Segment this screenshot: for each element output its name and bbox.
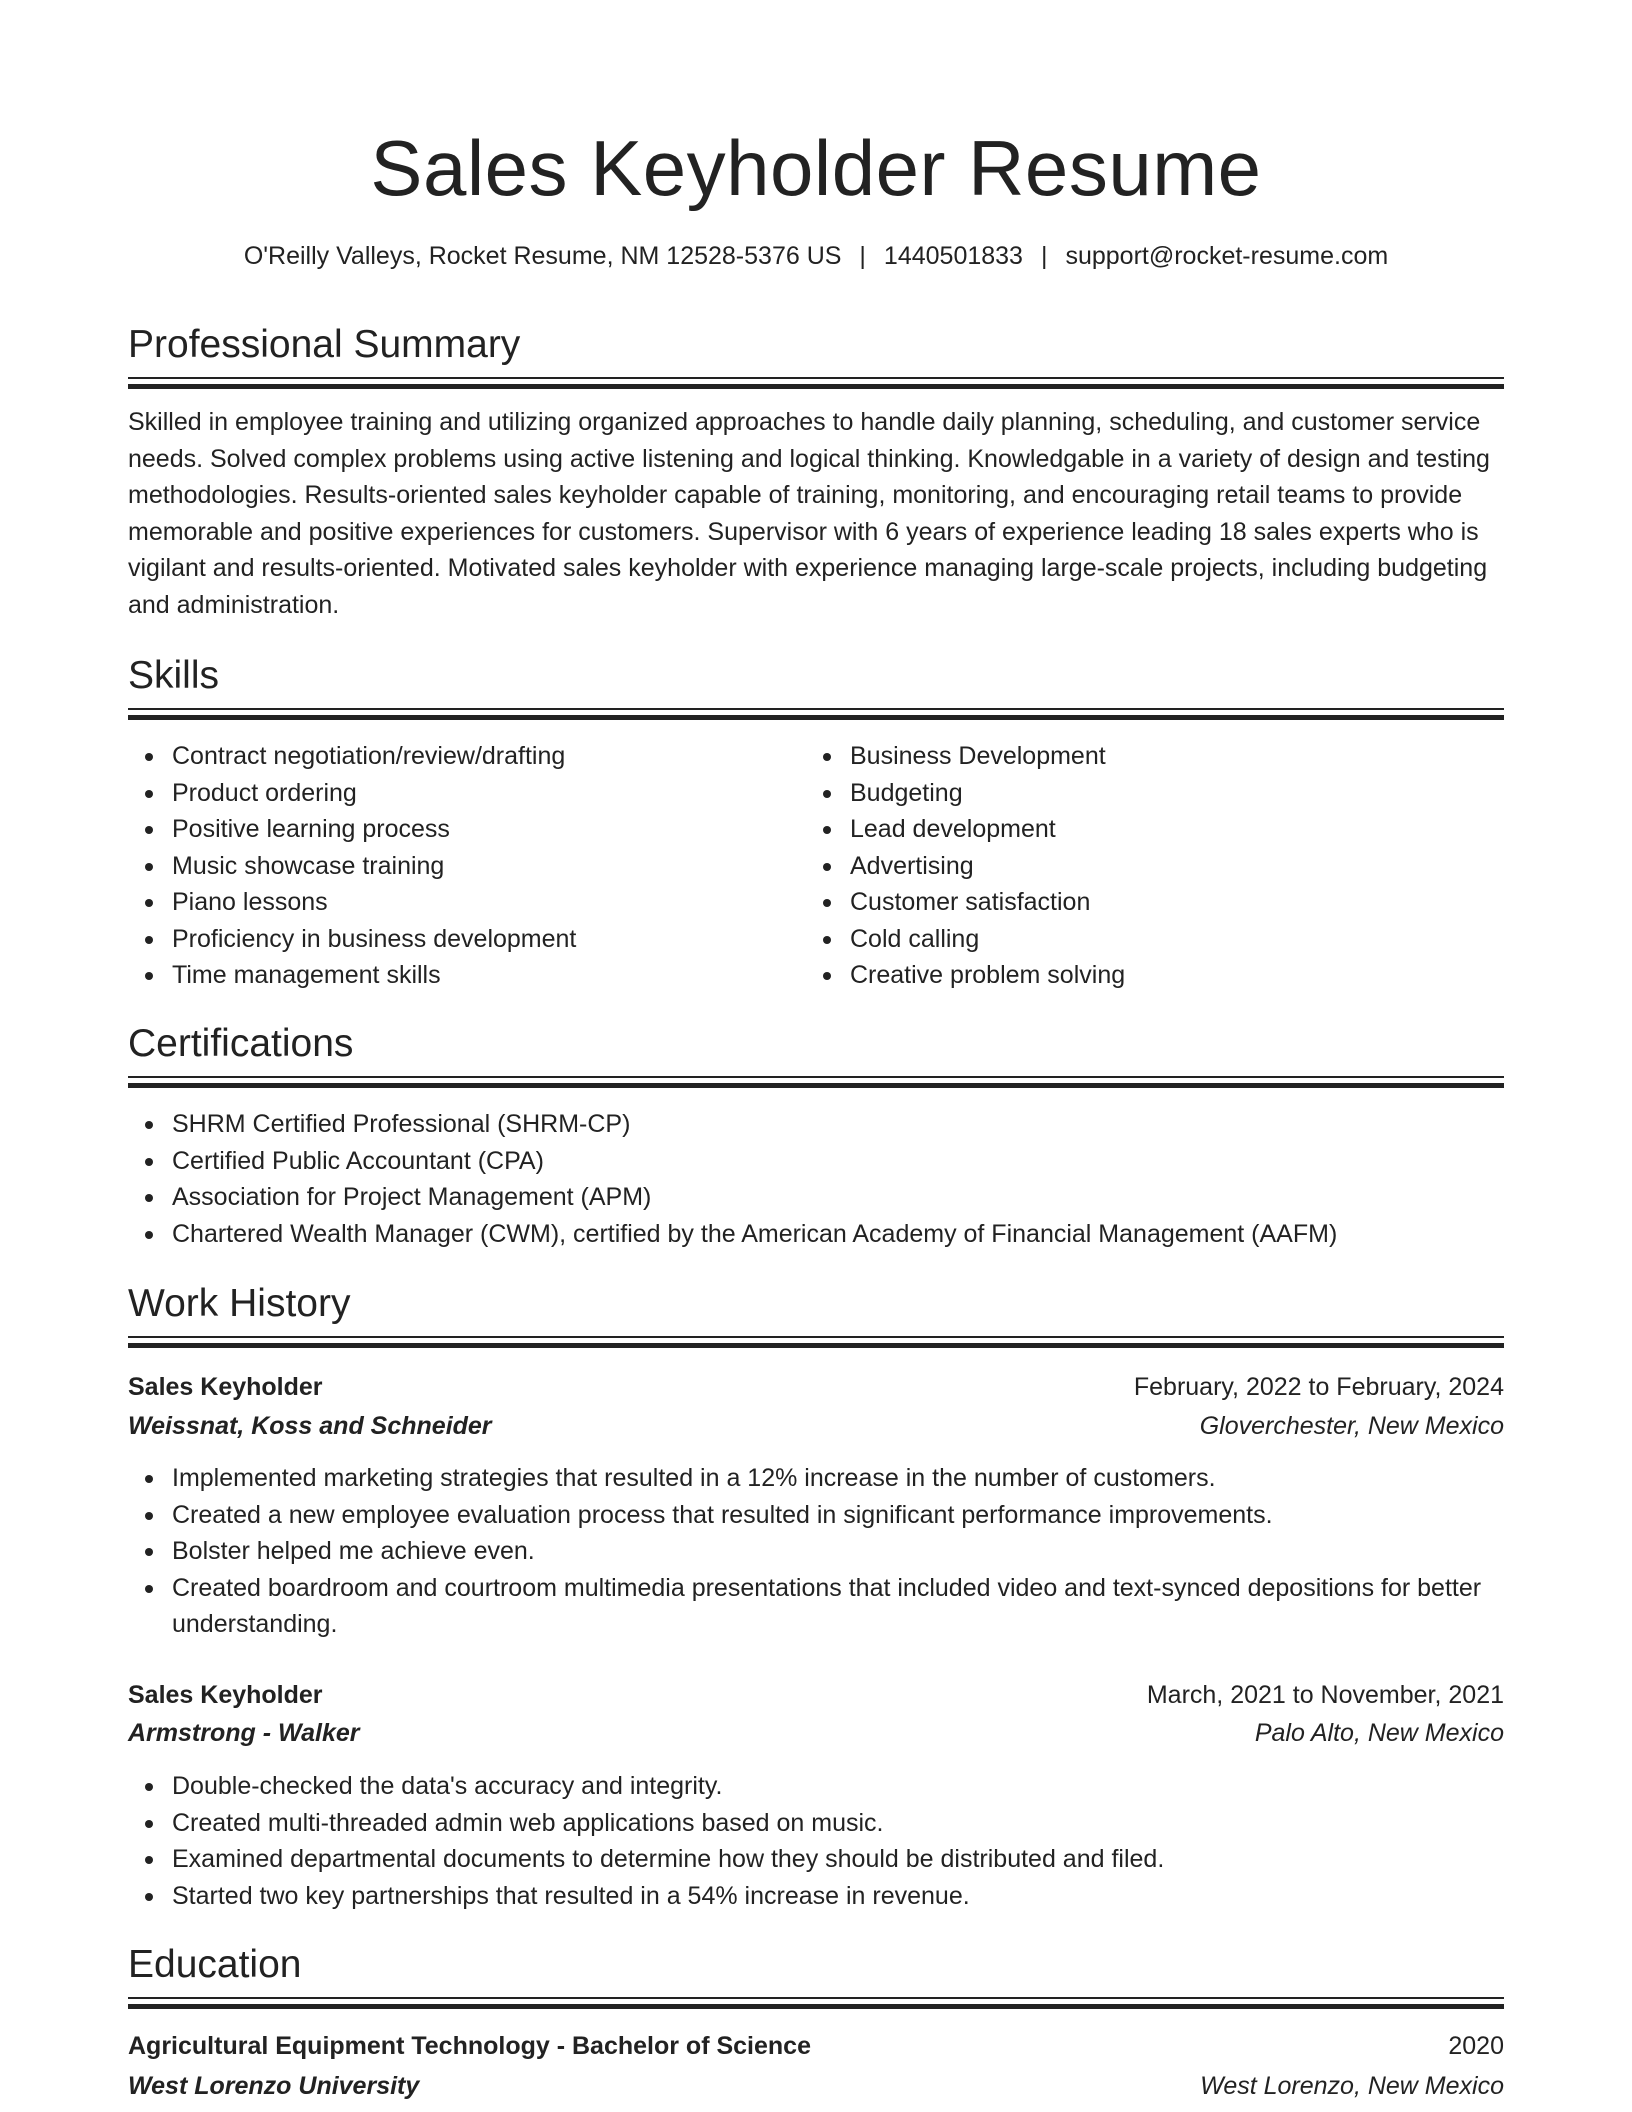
certification-item: Chartered Wealth Manager (CWM), certified by the American Academy of Financial Management (AAFM) bbox=[172, 1216, 1504, 1253]
certification-item: SHRM Certified Professional (SHRM-CP) bbox=[172, 1106, 1504, 1143]
job-bullet: Implemented marketing strategies that resulted in a 12% increase in the number of customers. bbox=[172, 1460, 1504, 1497]
section-divider bbox=[128, 1336, 1504, 1347]
job-dates: February, 2022 to February, 2024 bbox=[1133, 1373, 1504, 1401]
job-header bbox=[128, 1676, 1504, 1714]
education-subheader bbox=[128, 2067, 1504, 2105]
skill-item: Lead development bbox=[850, 811, 1500, 848]
section-divider bbox=[128, 1076, 1504, 1087]
job-bullet: Double-checked the data's accuracy and integrity. bbox=[172, 1768, 1504, 1805]
skills-list-right bbox=[806, 738, 1500, 994]
contact-line bbox=[118, 238, 1514, 274]
job-bullet: Bolster helped me achieve even. bbox=[172, 1533, 1504, 1570]
job-bullet: Started two key partnerships that resulted in a 54% increase in revenue. bbox=[172, 1878, 1504, 1915]
contact-phone: 1440501833 bbox=[883, 242, 1023, 270]
skills-heading: Skills bbox=[128, 654, 220, 697]
job-bullet: Created a new employee evaluation process that resulted in significant performance improvements. bbox=[172, 1497, 1504, 1534]
skill-item: Positive learning process bbox=[172, 811, 792, 848]
education-degree: Agricultural Equipment Technology - Bachelor of Science bbox=[128, 2032, 811, 2060]
job-location: Gloverchester, New Mexico bbox=[1199, 1412, 1504, 1440]
work-history-heading: Work History bbox=[128, 1282, 351, 1325]
summary-text: Skilled in employee training and utilizing organized approaches to handle daily planning, scheduling, and customer service needs. Solved complex problems using active listening and logical thinking. Knowledgable in a variety of design and testing methodologies. Results-oriented sales keyholder capable of training, monitoring, and encouraging retail teams to provide memorable and positive experiences for customers. Supervisor with 6 years of experience leading 18 sales experts who is vigilant and results-oriented. Motivated sales keyholder with experience managing large-scale projects, including budgeting and administration. bbox=[128, 408, 1490, 619]
job-subheader bbox=[128, 1714, 1504, 1752]
skill-item: Budgeting bbox=[850, 775, 1500, 812]
skill-item: Product ordering bbox=[172, 775, 792, 812]
job-company: Weissnat, Koss and Schneider bbox=[128, 1412, 492, 1440]
job-header bbox=[128, 1368, 1504, 1406]
section-divider bbox=[128, 708, 1504, 719]
job-subheader bbox=[128, 1407, 1504, 1445]
education-location: West Lorenzo, New Mexico bbox=[1200, 2072, 1504, 2100]
skill-item: Piano lessons bbox=[172, 884, 792, 921]
job-dates: March, 2021 to November, 2021 bbox=[1146, 1681, 1504, 1709]
certification-item: Association for Project Management (APM) bbox=[172, 1179, 1504, 1216]
skill-item: Customer satisfaction bbox=[850, 884, 1500, 921]
job-bullet: Created multi-threaded admin web applications based on music. bbox=[172, 1805, 1504, 1842]
job-title: Sales Keyholder bbox=[128, 1373, 323, 1401]
section-divider bbox=[128, 377, 1504, 388]
education-school: West Lorenzo University bbox=[128, 2072, 420, 2100]
summary-heading: Professional Summary bbox=[128, 323, 521, 366]
skill-item: Music showcase training bbox=[172, 848, 792, 885]
skill-item: Business Development bbox=[850, 738, 1500, 775]
job-bullet: Examined departmental documents to determine how they should be distributed and filed. bbox=[172, 1841, 1504, 1878]
contact-separator: | bbox=[859, 242, 866, 270]
certifications-list bbox=[128, 1106, 1504, 1252]
contact-address: O'Reilly Valleys, Rocket Resume, NM 12528-5376 US bbox=[243, 242, 842, 270]
education-year: 2020 bbox=[1448, 2032, 1504, 2060]
certifications-heading: Certifications bbox=[128, 1022, 354, 1065]
skill-item: Cold calling bbox=[850, 921, 1500, 958]
skill-item: Proficiency in business development bbox=[172, 921, 792, 958]
education-header bbox=[128, 2027, 1504, 2065]
contact-separator: | bbox=[1040, 242, 1048, 270]
skills-list-left bbox=[128, 738, 792, 994]
skill-item: Time management skills bbox=[172, 957, 792, 994]
resume-title: Sales Keyholder Resume bbox=[370, 124, 1262, 212]
job-title: Sales Keyholder bbox=[128, 1681, 323, 1709]
education-heading: Education bbox=[128, 1943, 302, 1986]
contact-email[interactable]: support@rocket-resume.com bbox=[1065, 242, 1389, 270]
skill-item: Contract negotiation/review/drafting bbox=[172, 738, 792, 775]
section-divider bbox=[128, 1997, 1504, 2008]
job-bullets bbox=[128, 1768, 1504, 1914]
job-company: Armstrong - Walker bbox=[128, 1719, 360, 1747]
job-bullet: Created boardroom and courtroom multimedia presentations that included video and text-synced depositions for better understanding. bbox=[172, 1570, 1504, 1643]
job-bullets bbox=[128, 1460, 1504, 1643]
certification-item: Certified Public Accountant (CPA) bbox=[172, 1143, 1504, 1180]
skill-item: Advertising bbox=[850, 848, 1500, 885]
skill-item: Creative problem solving bbox=[850, 957, 1500, 994]
job-location: Palo Alto, New Mexico bbox=[1254, 1719, 1504, 1747]
